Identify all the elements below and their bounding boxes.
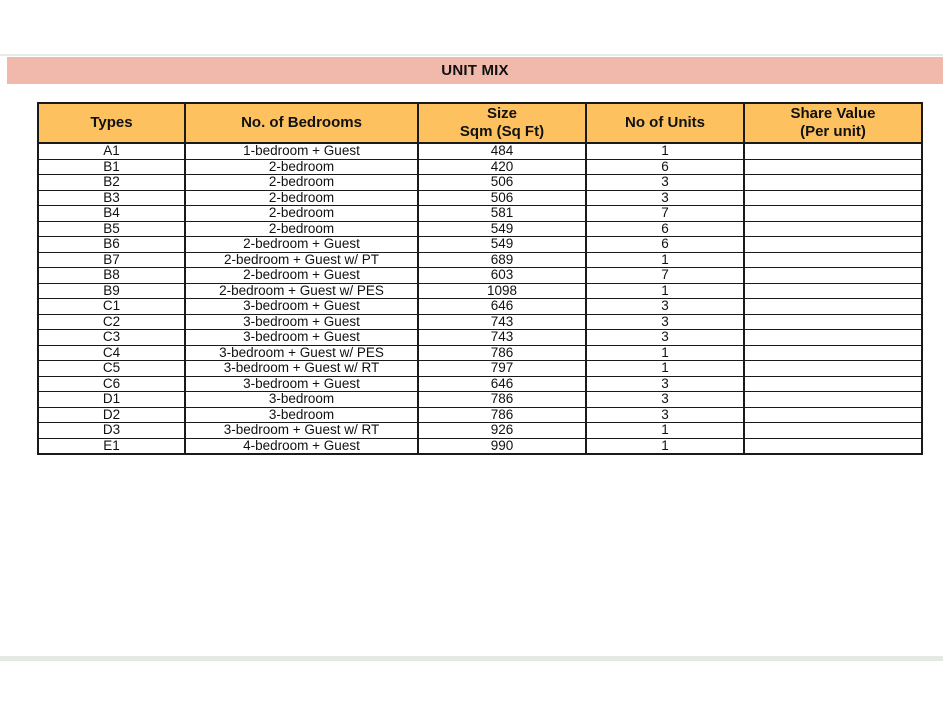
cell-type: D3 — [38, 423, 185, 439]
cell-share-value — [744, 237, 922, 253]
cell-size: 506 — [418, 175, 586, 191]
table-row — [38, 268, 922, 284]
cell-bedrooms: 3-bedroom + Guest w/ RT — [185, 423, 418, 439]
cell-size: 743 — [418, 330, 586, 346]
cell-size: 549 — [418, 237, 586, 253]
cell-units: 3 — [586, 392, 744, 408]
cell-share-value — [744, 268, 922, 284]
column-header-bedrooms: No. of Bedrooms — [185, 103, 418, 143]
cell-type: C4 — [38, 345, 185, 361]
cell-bedrooms: 2-bedroom — [185, 221, 418, 237]
cell-size: 646 — [418, 376, 586, 392]
top-divider — [0, 54, 943, 56]
cell-size: 603 — [418, 268, 586, 284]
cell-type: A1 — [38, 143, 185, 159]
table-row — [38, 190, 922, 206]
cell-type: E1 — [38, 438, 185, 454]
page-title-band — [7, 57, 943, 84]
cell-bedrooms: 3-bedroom + Guest — [185, 376, 418, 392]
cell-type: C6 — [38, 376, 185, 392]
cell-units: 3 — [586, 314, 744, 330]
cell-bedrooms: 1-bedroom + Guest — [185, 143, 418, 159]
cell-units: 6 — [586, 237, 744, 253]
cell-bedrooms: 3-bedroom + Guest — [185, 314, 418, 330]
cell-type: B7 — [38, 252, 185, 268]
table-row — [38, 252, 922, 268]
cell-bedrooms: 2-bedroom + Guest w/ PES — [185, 283, 418, 299]
cell-units: 3 — [586, 175, 744, 191]
cell-type: B3 — [38, 190, 185, 206]
unit-mix-table-container — [37, 102, 921, 455]
cell-size: 549 — [418, 221, 586, 237]
cell-units: 3 — [586, 299, 744, 315]
table-row — [38, 330, 922, 346]
bottom-divider — [0, 656, 943, 661]
cell-size: 786 — [418, 392, 586, 408]
table-row — [38, 423, 922, 439]
cell-type: B9 — [38, 283, 185, 299]
cell-units: 3 — [586, 190, 744, 206]
cell-units: 1 — [586, 283, 744, 299]
cell-bedrooms: 2-bedroom — [185, 206, 418, 222]
cell-size: 1098 — [418, 283, 586, 299]
cell-type: B6 — [38, 237, 185, 253]
table-row — [38, 314, 922, 330]
cell-size: 420 — [418, 159, 586, 175]
cell-share-value — [744, 206, 922, 222]
cell-share-value — [744, 314, 922, 330]
cell-units: 7 — [586, 268, 744, 284]
table-row — [38, 438, 922, 454]
cell-units: 3 — [586, 376, 744, 392]
cell-units: 6 — [586, 221, 744, 237]
cell-type: D1 — [38, 392, 185, 408]
table-row — [38, 143, 922, 159]
cell-bedrooms: 2-bedroom — [185, 190, 418, 206]
cell-size: 581 — [418, 206, 586, 222]
cell-units: 1 — [586, 143, 744, 159]
cell-share-value — [744, 438, 922, 454]
cell-units: 1 — [586, 361, 744, 377]
cell-bedrooms: 3-bedroom + Guest — [185, 330, 418, 346]
table-row — [38, 392, 922, 408]
table-row — [38, 407, 922, 423]
table-row — [38, 237, 922, 253]
cell-bedrooms: 3-bedroom + Guest w/ PES — [185, 345, 418, 361]
cell-type: B2 — [38, 175, 185, 191]
cell-type: B4 — [38, 206, 185, 222]
cell-share-value — [744, 299, 922, 315]
cell-size: 646 — [418, 299, 586, 315]
unit-mix-table — [37, 102, 923, 455]
cell-bedrooms: 2-bedroom — [185, 159, 418, 175]
column-header-units: No of Units — [586, 103, 744, 143]
page-title: UNIT MIX — [441, 62, 509, 79]
cell-bedrooms: 2-bedroom + Guest — [185, 268, 418, 284]
cell-share-value — [744, 159, 922, 175]
cell-type: C2 — [38, 314, 185, 330]
cell-bedrooms: 2-bedroom — [185, 175, 418, 191]
column-header-types: Types — [38, 103, 185, 143]
cell-share-value — [744, 221, 922, 237]
cell-bedrooms: 3-bedroom — [185, 392, 418, 408]
cell-size: 926 — [418, 423, 586, 439]
cell-share-value — [744, 423, 922, 439]
cell-share-value — [744, 361, 922, 377]
cell-size: 990 — [418, 438, 586, 454]
cell-units: 1 — [586, 252, 744, 268]
cell-size: 797 — [418, 361, 586, 377]
cell-type: C3 — [38, 330, 185, 346]
cell-type: B5 — [38, 221, 185, 237]
table-row — [38, 361, 922, 377]
cell-type: B8 — [38, 268, 185, 284]
cell-size: 506 — [418, 190, 586, 206]
cell-bedrooms: 2-bedroom + Guest w/ PT — [185, 252, 418, 268]
cell-bedrooms: 2-bedroom + Guest — [185, 237, 418, 253]
cell-share-value — [744, 376, 922, 392]
cell-units: 3 — [586, 407, 744, 423]
cell-share-value — [744, 175, 922, 191]
table-row — [38, 175, 922, 191]
cell-size: 786 — [418, 407, 586, 423]
cell-units: 3 — [586, 330, 744, 346]
cell-type: C5 — [38, 361, 185, 377]
cell-type: D2 — [38, 407, 185, 423]
column-header-size: Size Sqm (Sq Ft) — [418, 103, 586, 143]
cell-size: 786 — [418, 345, 586, 361]
cell-units: 6 — [586, 159, 744, 175]
table-row — [38, 376, 922, 392]
cell-share-value — [744, 252, 922, 268]
cell-share-value — [744, 407, 922, 423]
table-row — [38, 221, 922, 237]
cell-bedrooms: 3-bedroom + Guest — [185, 299, 418, 315]
cell-share-value — [744, 330, 922, 346]
cell-units: 1 — [586, 438, 744, 454]
cell-units: 1 — [586, 423, 744, 439]
cell-share-value — [744, 190, 922, 206]
cell-share-value — [744, 283, 922, 299]
table-row — [38, 345, 922, 361]
cell-units: 1 — [586, 345, 744, 361]
cell-bedrooms: 4-bedroom + Guest — [185, 438, 418, 454]
column-header-share-value: Share Value (Per unit) — [744, 103, 922, 143]
table-row — [38, 159, 922, 175]
table-row — [38, 283, 922, 299]
table-row — [38, 206, 922, 222]
cell-size: 484 — [418, 143, 586, 159]
cell-share-value — [744, 143, 922, 159]
cell-bedrooms: 3-bedroom + Guest w/ RT — [185, 361, 418, 377]
cell-size: 689 — [418, 252, 586, 268]
cell-type: C1 — [38, 299, 185, 315]
cell-share-value — [744, 392, 922, 408]
table-header-row — [38, 103, 922, 143]
table-row — [38, 299, 922, 315]
cell-share-value — [744, 345, 922, 361]
cell-bedrooms: 3-bedroom — [185, 407, 418, 423]
cell-units: 7 — [586, 206, 744, 222]
cell-size: 743 — [418, 314, 586, 330]
cell-type: B1 — [38, 159, 185, 175]
table-body — [38, 143, 922, 454]
